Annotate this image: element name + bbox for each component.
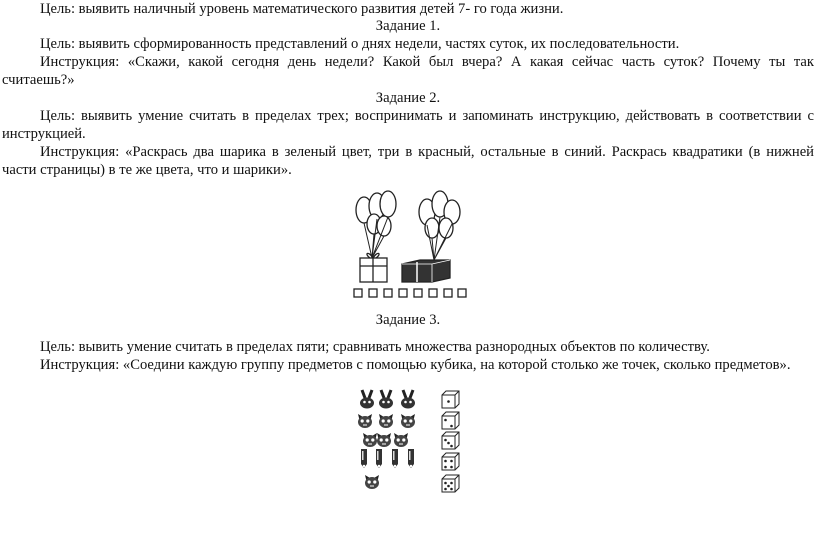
hare-row — [360, 390, 415, 409]
coloring-square — [354, 289, 362, 297]
left-balloon-group — [356, 191, 396, 282]
animal-groups-dice-figure — [350, 388, 468, 498]
dice-column — [442, 391, 459, 492]
task2-title: Задание 2. — [375, 90, 441, 106]
task2-instruction-line1: Инструкция: «Раскрась два шарика в зеленый цвет, три в красный, остальные в синий. Раскрась квадратики (в нижней — [40, 144, 814, 160]
coloring-square — [369, 289, 377, 297]
task3-instruction: Инструкция: «Соедини каждую группу предметов с помощью кубика, на которой столько же точек, сколько предметов». — [40, 357, 791, 373]
gift-box-right — [402, 260, 450, 282]
cat-row-1 — [358, 414, 415, 428]
cat-icon — [358, 414, 372, 428]
fox-icon — [361, 449, 367, 468]
fox-icon — [408, 449, 414, 468]
balloons-gifts-figure — [350, 190, 468, 302]
cat-icon — [379, 414, 393, 428]
cat-icon — [377, 433, 391, 447]
cat-row-2 — [363, 433, 408, 447]
hare-icon — [379, 390, 393, 409]
task1-title: Задание 1. — [375, 18, 441, 34]
fox-icon — [376, 449, 382, 468]
cat-icon — [401, 414, 415, 428]
balloon — [380, 191, 396, 217]
hare-icon — [360, 390, 374, 409]
coloring-square — [458, 289, 466, 297]
die-two-icon — [442, 412, 459, 429]
hare-icon — [401, 390, 415, 409]
fox-icon — [392, 449, 398, 468]
die-five-icon — [442, 475, 459, 492]
single-cat-row — [365, 475, 379, 489]
task1-instruction-line1: Инструкция: «Скажи, какой сегодня день недели? Какой был вчера? А какая сейчас часть суток? Почему ты так — [40, 54, 814, 70]
task2-goal-line1: Цель: выявить умение считать в пределах трех; воспринимать и запоминать инструкцию, действовать в соответствии с — [40, 108, 814, 124]
task3-title: Задание 3. — [375, 312, 441, 328]
die-four-icon — [442, 453, 459, 470]
main-goal: Цель: выявить наличный уровень математического развития детей 7- го года жизни. — [40, 1, 564, 17]
coloring-square — [384, 289, 392, 297]
task2-goal-line2: инструкцией. — [2, 126, 86, 142]
coloring-square — [429, 289, 437, 297]
coloring-square — [414, 289, 422, 297]
cat-icon — [365, 475, 379, 489]
cat-icon — [363, 433, 377, 447]
coloring-square — [399, 289, 407, 297]
coloring-square — [444, 289, 452, 297]
task1-instruction-line2: считаешь?» — [2, 72, 75, 88]
task3-goal: Цель: вывить умение считать в пределах пяти; сравнивать множества разнородных объектов по количеству. — [40, 339, 710, 355]
fox-row — [361, 449, 414, 468]
coloring-squares-row — [354, 289, 466, 297]
die-three-icon — [442, 432, 459, 449]
task1-goal: Цель: выявить сформированность представлений о днях недели, частях суток, их последовательности. — [40, 36, 680, 52]
task2-instruction-line2: части страницы) в те же цвета, что и шарики». — [2, 162, 292, 178]
right-balloon-group — [402, 191, 460, 282]
cat-icon — [394, 433, 408, 447]
die-one-icon — [442, 391, 459, 408]
